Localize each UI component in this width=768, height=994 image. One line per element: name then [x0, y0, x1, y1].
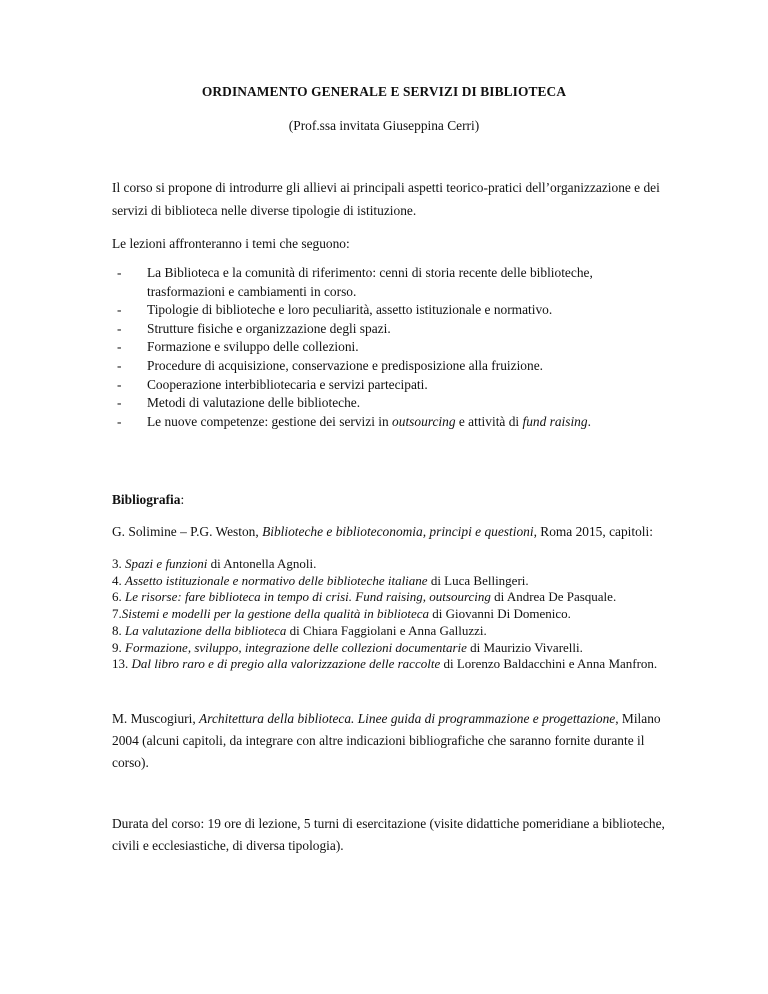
- bullet-dash: -: [117, 339, 122, 355]
- chapter-number: 6.: [112, 589, 125, 605]
- main-reference: [112, 520, 672, 543]
- chapter-list: [112, 556, 712, 673]
- topic-text: Tipologie di biblioteche e loro peculiarità, assetto istituzionale e normativo.: [147, 302, 553, 318]
- topic-text-part: e attività di: [455, 413, 523, 429]
- chapter-item: [112, 640, 712, 657]
- bullet-dash: -: [117, 357, 122, 373]
- bullet-dash: -: [117, 302, 122, 318]
- topic-text-part: .: [587, 413, 591, 429]
- chapter-author: di Maurizio Vivarelli.: [466, 639, 583, 655]
- chapter-title: Dal libro raro e di pregio alla valorizzazione delle raccolte: [131, 656, 441, 672]
- chapter-number: 3.: [112, 556, 125, 571]
- chapter-number: 8.: [112, 622, 125, 638]
- chapter-author: di Chiara Faggiolani e Anna Galluzzi.: [286, 622, 487, 638]
- bullet-dash: -: [117, 320, 122, 336]
- topic-emphasis: fund raising: [522, 413, 588, 429]
- chapter-number: 7.: [112, 606, 122, 622]
- chapter-item: [112, 556, 712, 573]
- bullet-dash: -: [117, 376, 122, 392]
- chapter-number: 4.: [112, 572, 125, 588]
- list-item: [112, 357, 672, 376]
- chapter-author: di Andrea De Pasquale.: [490, 589, 617, 605]
- list-item: [112, 301, 672, 320]
- chapter-title: La valutazione della biblioteca: [125, 622, 287, 638]
- reference-authors: G. Solimine – P.G. Weston,: [112, 524, 263, 539]
- chapter-author: di Lorenzo Baldacchini e Anna Manfron.: [440, 656, 658, 672]
- second-reference: [112, 708, 672, 774]
- bibliography-heading-text: Bibliografia: [112, 492, 181, 507]
- list-item: [112, 320, 672, 339]
- chapter-author: di Luca Bellingeri.: [427, 572, 529, 588]
- reference-title: Architettura della biblioteca. Linee guida di programmazione e progettazione: [199, 711, 616, 726]
- bullet-dash: -: [117, 413, 122, 429]
- document-title: ORDINAMENTO GENERALE E SERVIZI DI BIBLIOTECA: [201, 84, 567, 99]
- reference-details: , Milano 2004 (alcuni capitoli, da integrare con altre indicazioni bibliografiche che saranno fornite durante il corso).: [112, 711, 661, 770]
- topic-text: Cooperazione interbibliotecaria e servizi partecipati.: [147, 376, 428, 392]
- topics-lead: Le lezioni affronteranno i temi che seguono:: [112, 236, 350, 251]
- list-item: [112, 413, 672, 432]
- chapter-item: [112, 573, 712, 590]
- topic-text: La Biblioteca e la comunità di riferimento: cenni di storia recente delle biblioteche, trasformazioni e cambiamenti in corso.: [147, 265, 593, 299]
- chapter-number: 9.: [112, 639, 125, 655]
- topic-text: Metodi di valutazione delle biblioteche.: [147, 395, 361, 411]
- topic-text-part: Le nuove competenze: gestione dei servizi in: [147, 413, 393, 429]
- chapter-item: [112, 606, 712, 623]
- topics-list: [112, 264, 672, 431]
- chapter-author: di Giovanni Di Domenico.: [429, 606, 571, 622]
- list-item: [112, 264, 672, 301]
- document-subtitle: (Prof.ssa invitata Giuseppina Cerri): [288, 118, 480, 133]
- bibliography-heading: [112, 488, 672, 511]
- bullet-dash: -: [117, 265, 122, 280]
- list-item: [112, 338, 672, 357]
- chapter-number: 13.: [112, 656, 132, 672]
- bullet-dash: -: [117, 395, 122, 411]
- chapter-title: Sistemi e modelli per la gestione della qualità in biblioteca: [121, 606, 430, 622]
- reference-authors: M. Muscogiuri,: [112, 711, 200, 726]
- topic-text: [147, 414, 591, 429]
- topic-text: Procedure di acquisizione, conservazione e predisposizione alla fruizione.: [147, 357, 543, 373]
- chapter-title: Le risorse: fare biblioteca in tempo di crisi. Fund raising, outsourcing: [125, 589, 491, 605]
- chapter-item: [112, 656, 712, 673]
- topic-text: Strutture fisiche e organizzazione degli spazi.: [147, 320, 391, 336]
- chapter-item: [112, 589, 712, 606]
- chapter-title: Assetto istituzionale e normativo delle biblioteche italiane: [125, 572, 428, 588]
- chapter-author: di Antonella Agnoli.: [207, 556, 317, 571]
- reference-title: Biblioteche e biblioteconomia, principi e questioni: [262, 524, 534, 539]
- chapter-item: [112, 623, 712, 640]
- course-duration: Durata del corso: 19 ore di lezione, 5 turni di esercitazione (visite didattiche pomeridiane a biblioteche, civili e ecclesiastiche, di diversa tipologia).: [112, 816, 665, 853]
- chapter-title: Formazione, sviluppo, integrazione delle collezioni documentarie: [125, 639, 467, 655]
- bibliography-heading-colon: :: [180, 492, 185, 507]
- topic-text: Formazione e sviluppo delle collezioni.: [147, 339, 359, 355]
- list-item: [112, 394, 672, 413]
- list-item: [112, 376, 672, 395]
- reference-details: , Roma 2015, capitoli:: [533, 524, 653, 539]
- intro-paragraph: Il corso si propone di introdurre gli allievi ai principali aspetti teorico-pratici dell’organizzazione e dei servizi di biblioteca nelle diverse tipologie di istituzione.: [112, 180, 660, 218]
- chapter-title: Spazi e funzioni: [125, 556, 208, 571]
- topic-emphasis: outsourcing: [392, 413, 456, 429]
